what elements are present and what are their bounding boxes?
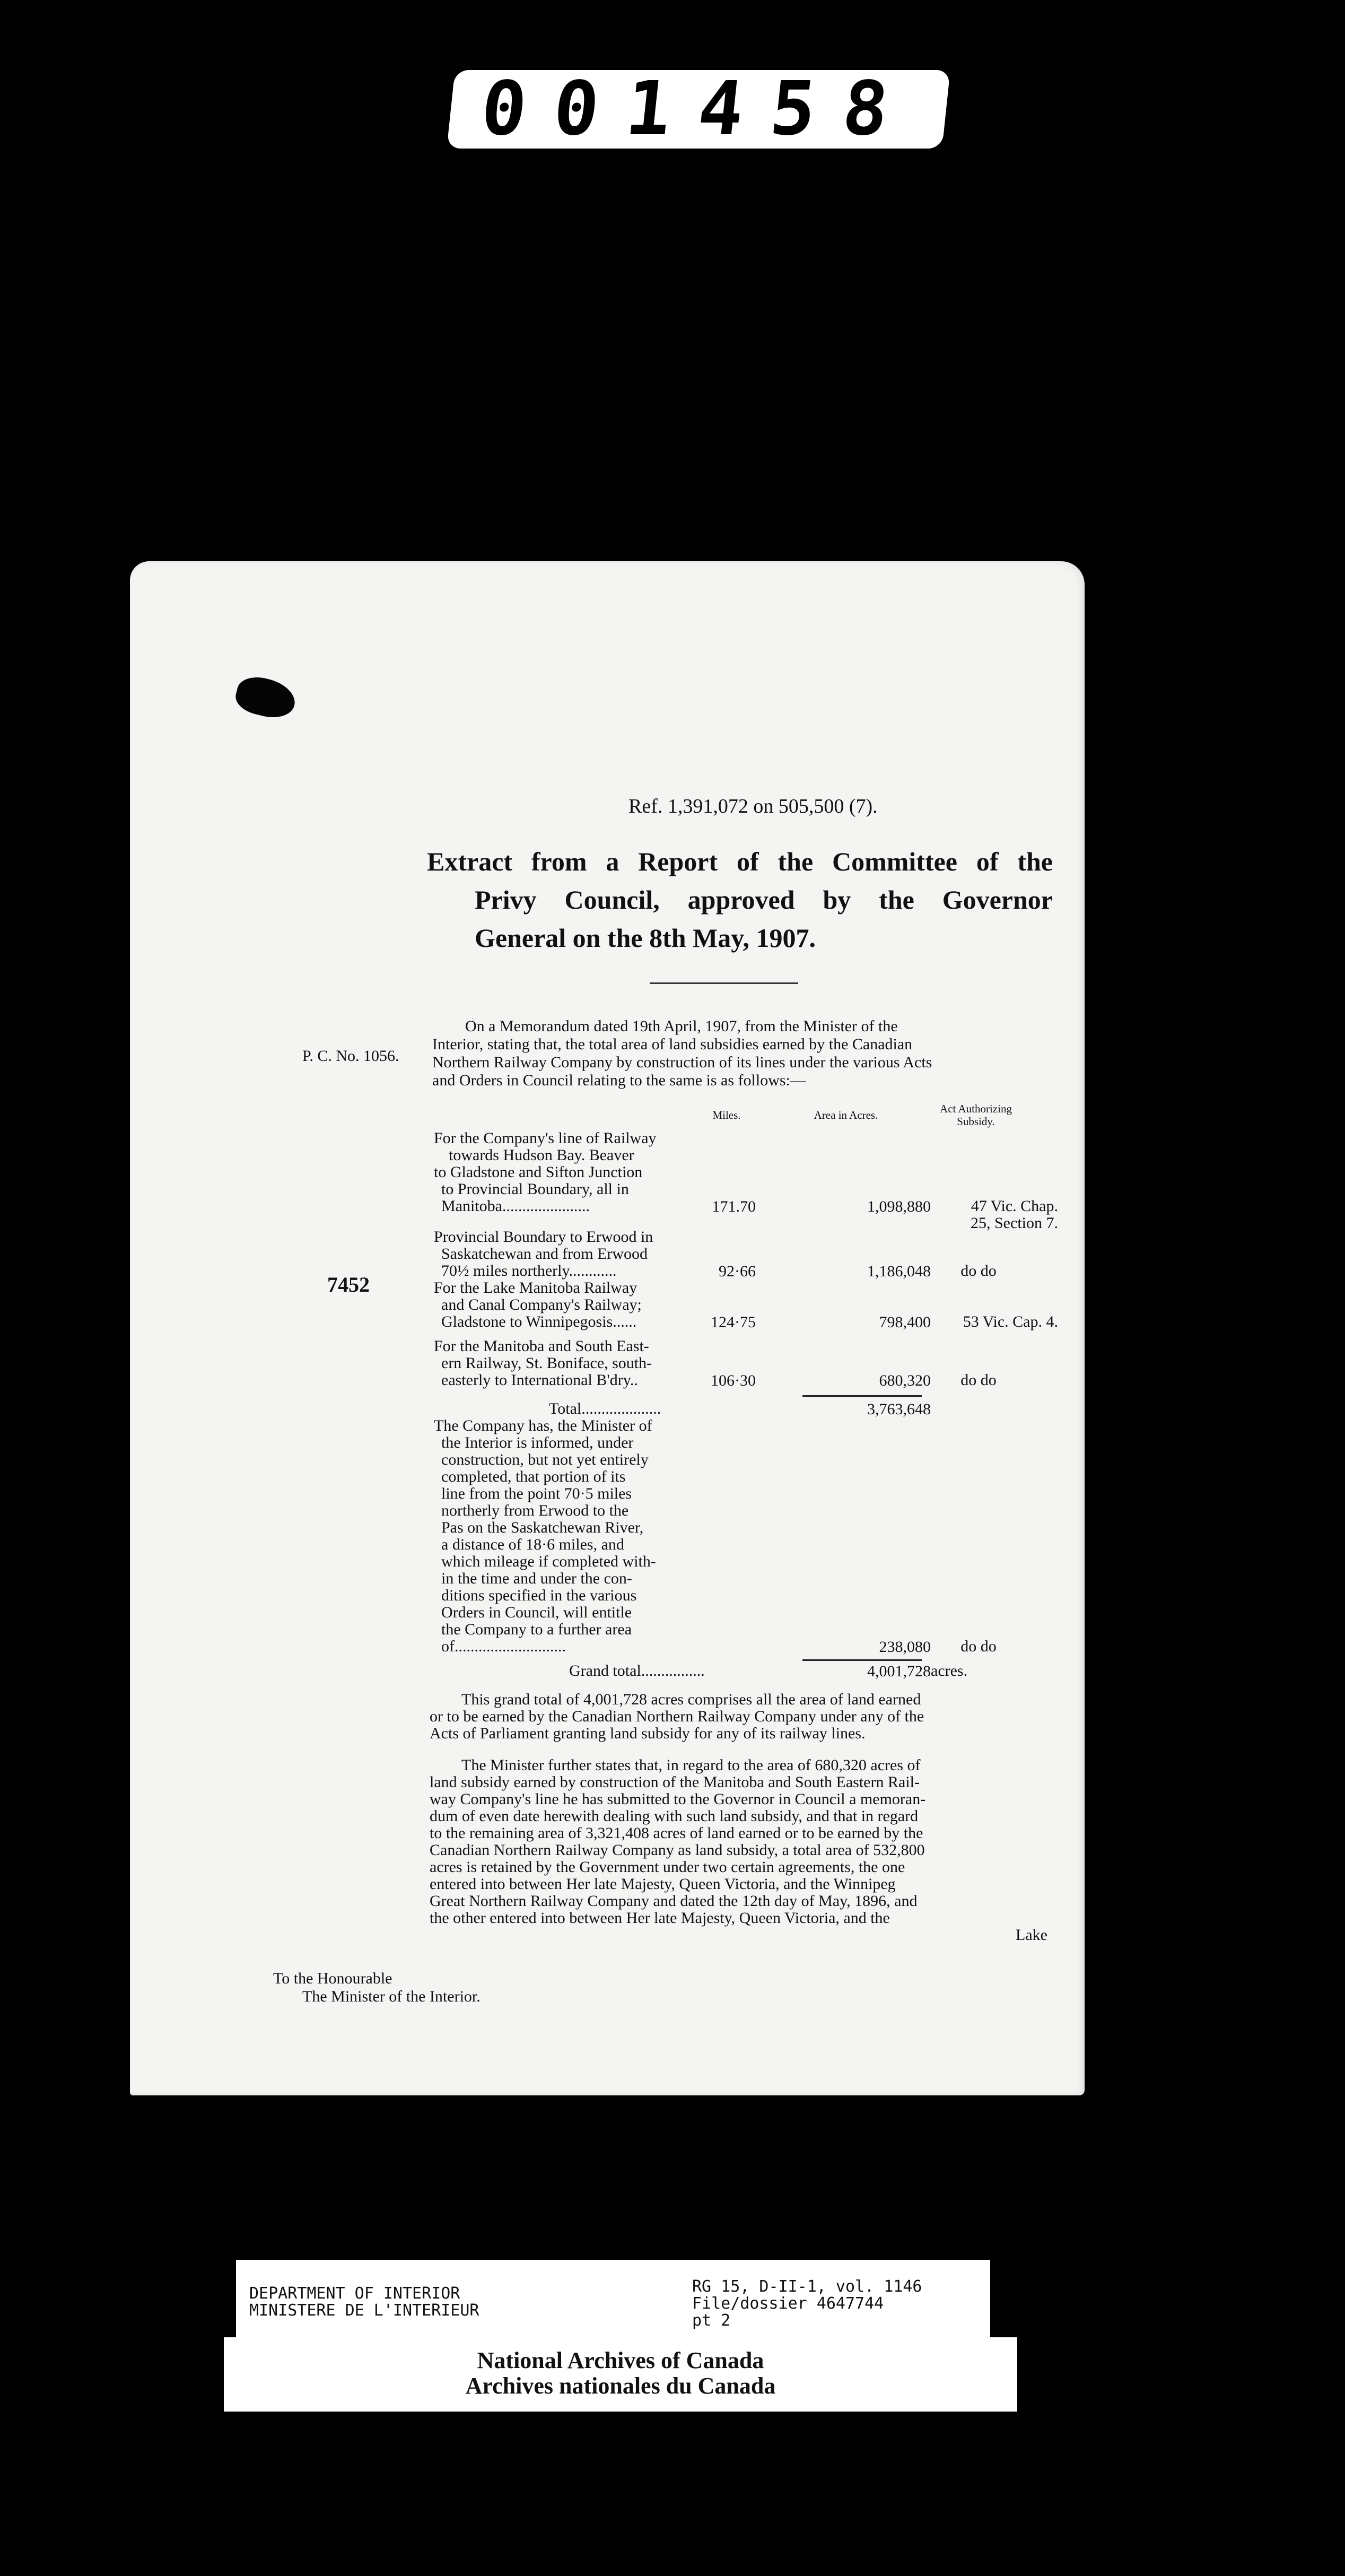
paragraph-line: Acts of Parliament granting land subsidy for any of its railway lines. [430, 1725, 866, 1742]
description-line: For the Company's line of Railway [434, 1129, 657, 1147]
description-line: ditions specified in the various [441, 1587, 637, 1604]
reference-number: Ref. 1,391,072 on 505,500 (7). [628, 795, 878, 817]
title-line-1: Extract from a Report of the Committee of the [427, 847, 1053, 876]
table-row-1-act [899, 1198, 1058, 1232]
further-area-value: 238,080 [879, 1638, 931, 1656]
description-line: to Gladstone and Sifton Junction [434, 1163, 643, 1181]
table-row-1-description [434, 1130, 657, 1215]
table-row-4-description [434, 1338, 652, 1389]
description-line: Pas on the Saskatchewan River, [441, 1519, 644, 1536]
frame-number: 001458 [447, 70, 950, 149]
paragraph-line: This grand total of 4,001,728 acres comprises all the area of land earned [461, 1691, 921, 1708]
title-line-3: General on the 8th May, 1907. [475, 923, 816, 953]
addressee-line: To the Honourable [273, 1970, 392, 1987]
description-line: Provincial Boundary to Erwood in [434, 1228, 653, 1246]
file-dossier: File/dossier 4647744 [692, 2294, 884, 2313]
description-line: and Canal Company's Railway; [441, 1296, 642, 1313]
department-fr: MINISTERE DE L'INTERIEUR [249, 2301, 479, 2320]
description-line: Saskatchewan and from Erwood [441, 1245, 648, 1263]
archive-name-en: National Archives of Canada [477, 2347, 764, 2373]
table-row-3-act: 53 Vic. Cap. 4. [963, 1313, 1058, 1330]
column-header-act [910, 1102, 1042, 1128]
description-line: a distance of 18·6 miles, and [441, 1536, 624, 1553]
paragraph-line: Great Northern Railway Company and dated the 12th day of May, 1896, and [430, 1892, 918, 1910]
paragraph-line: Canadian Northern Railway Company as land subsidy, a total area of 532,800 [430, 1841, 925, 1859]
description-line: completed, that portion of its [441, 1468, 626, 1485]
description-line: construction, but not yet entirely [441, 1451, 649, 1468]
archive-reference-stamp [236, 2260, 990, 2345]
table-row-3-area: 798,400 [879, 1313, 931, 1331]
intro-paragraph [432, 1017, 1053, 1090]
grand-total-label: Grand total................ [569, 1662, 705, 1679]
paragraph-line: entered into between Her late Majesty, Queen Victoria, and the Winnipeg [430, 1875, 896, 1893]
further-area-description [434, 1417, 656, 1655]
table-row-2-area: 1,186,048 [867, 1263, 931, 1280]
paragraph-grand-total [430, 1691, 1047, 1742]
description-line: in the time and under the con- [441, 1570, 632, 1587]
paragraph-line: Lake [1016, 1926, 1047, 1944]
intro-line: and Orders in Council relating to the same is as follows:— [432, 1072, 806, 1089]
description-line: For the Manitoba and South East- [434, 1337, 649, 1355]
description-line: of............................ [441, 1638, 566, 1655]
description-line: Gladstone to Winnipegosis...... [441, 1313, 637, 1330]
description-line: which mileage if completed with- [441, 1553, 656, 1570]
total-label: Total.................... [549, 1400, 661, 1417]
description-line: easterly to International B'dry.. [441, 1371, 638, 1389]
description-line: the Interior is informed, under [441, 1434, 634, 1451]
archive-name-fr: Archives nationales du Canada [465, 2373, 776, 2399]
table-row-2-description [434, 1229, 653, 1280]
description-line: line from the point 70·5 miles [441, 1485, 632, 1502]
table-row-2-miles: 92·66 [719, 1263, 756, 1280]
sum-rule [802, 1659, 922, 1661]
table-row-4-miles: 106·30 [711, 1372, 756, 1389]
paragraph-line: to the remaining area of 3,321,408 acres of land earned or to be earned by the [430, 1824, 923, 1842]
table-row-3-description [434, 1280, 642, 1330]
column-header-miles: Miles. [712, 1109, 741, 1121]
addressee [273, 1970, 481, 2006]
paragraph-line: acres is retained by the Government under two certain agreements, the one [430, 1858, 905, 1876]
pc-number: P. C. No. 1056. [302, 1047, 399, 1065]
act-line: 47 Vic. Chap. [971, 1197, 1058, 1215]
column-header-area: Area in Acres. [814, 1109, 878, 1121]
sum-rule [802, 1395, 922, 1397]
table-row-2-act: do do [960, 1262, 997, 1280]
further-area-act: do do [960, 1638, 997, 1655]
description-line: towards Hudson Bay. Beaver [449, 1146, 634, 1164]
description-line: For the Lake Manitoba Railway [434, 1279, 637, 1296]
record-group-block [692, 2278, 922, 2329]
grand-total-unit: acres. [931, 1662, 968, 1679]
title-line-2: Privy Council, approved by the Governor [475, 885, 1053, 915]
document-page [130, 561, 1085, 2095]
description-line: to Provincial Boundary, all in [441, 1180, 629, 1198]
divider [650, 982, 798, 984]
column-header-act-line: Act Authorizing [940, 1102, 1012, 1115]
description-line: northerly from Erwood to the [441, 1502, 629, 1519]
table-row-4-area: 680,320 [879, 1372, 931, 1389]
department-en: DEPARTMENT OF INTERIOR [249, 2284, 460, 2303]
paragraph-line: dum of even date herewith dealing with such land subsidy, and that in regard [430, 1807, 919, 1825]
grand-total-value: 4,001,728 [867, 1663, 931, 1680]
table-row-1-area: 1,098,880 [867, 1198, 931, 1215]
description-line: the Company to a further area [441, 1621, 632, 1638]
paragraph-line: The Minister further states that, in regard to the area of 680,320 acres of [461, 1756, 921, 1774]
table-row-1-miles: 171.70 [712, 1198, 756, 1215]
document-title [427, 842, 1053, 957]
department-block [249, 2285, 479, 2319]
punch-hole [232, 672, 299, 723]
paragraph-line: way Company's line he has submitted to the Governor in Council a memoran- [430, 1790, 926, 1808]
description-line: Manitoba...................... [441, 1197, 590, 1215]
intro-line: Interior, stating that, the total area of land subsidies earned by the Canadian [432, 1035, 913, 1053]
file-number: 7452 [327, 1273, 370, 1296]
paragraph-minister-states [430, 1757, 1047, 1944]
part: pt 2 [692, 2311, 731, 2330]
table-row-4-act: do do [960, 1371, 997, 1389]
description-line: 70½ miles northerly............ [441, 1262, 617, 1280]
table-row-3-miles: 124·75 [711, 1313, 756, 1331]
paragraph-line: the other entered into between Her late Majesty, Queen Victoria, and the [430, 1909, 890, 1927]
description-line: The Company has, the Minister of [434, 1417, 652, 1434]
description-line: Orders in Council, will entitle [441, 1604, 632, 1621]
addressee-line: The Minister of the Interior. [302, 1988, 481, 2005]
record-group: RG 15, D-II-1, vol. 1146 [692, 2277, 922, 2296]
intro-line: Northern Railway Company by construction of its lines under the various Acts [432, 1054, 932, 1071]
description-line: ern Railway, St. Boniface, south- [441, 1354, 652, 1372]
total-value: 3,763,648 [867, 1400, 931, 1418]
paragraph-line: land subsidy earned by construction of the Manitoba and South Eastern Rail- [430, 1773, 920, 1791]
column-header-act-line: Subsidy. [957, 1115, 995, 1128]
act-line: 25, Section 7. [971, 1214, 1058, 1232]
paragraph-line: or to be earned by the Canadian Northern Railway Company under any of the [430, 1708, 924, 1725]
archive-label [224, 2337, 1017, 2412]
intro-line: On a Memorandum dated 19th April, 1907, from the Minister of the [465, 1017, 898, 1035]
